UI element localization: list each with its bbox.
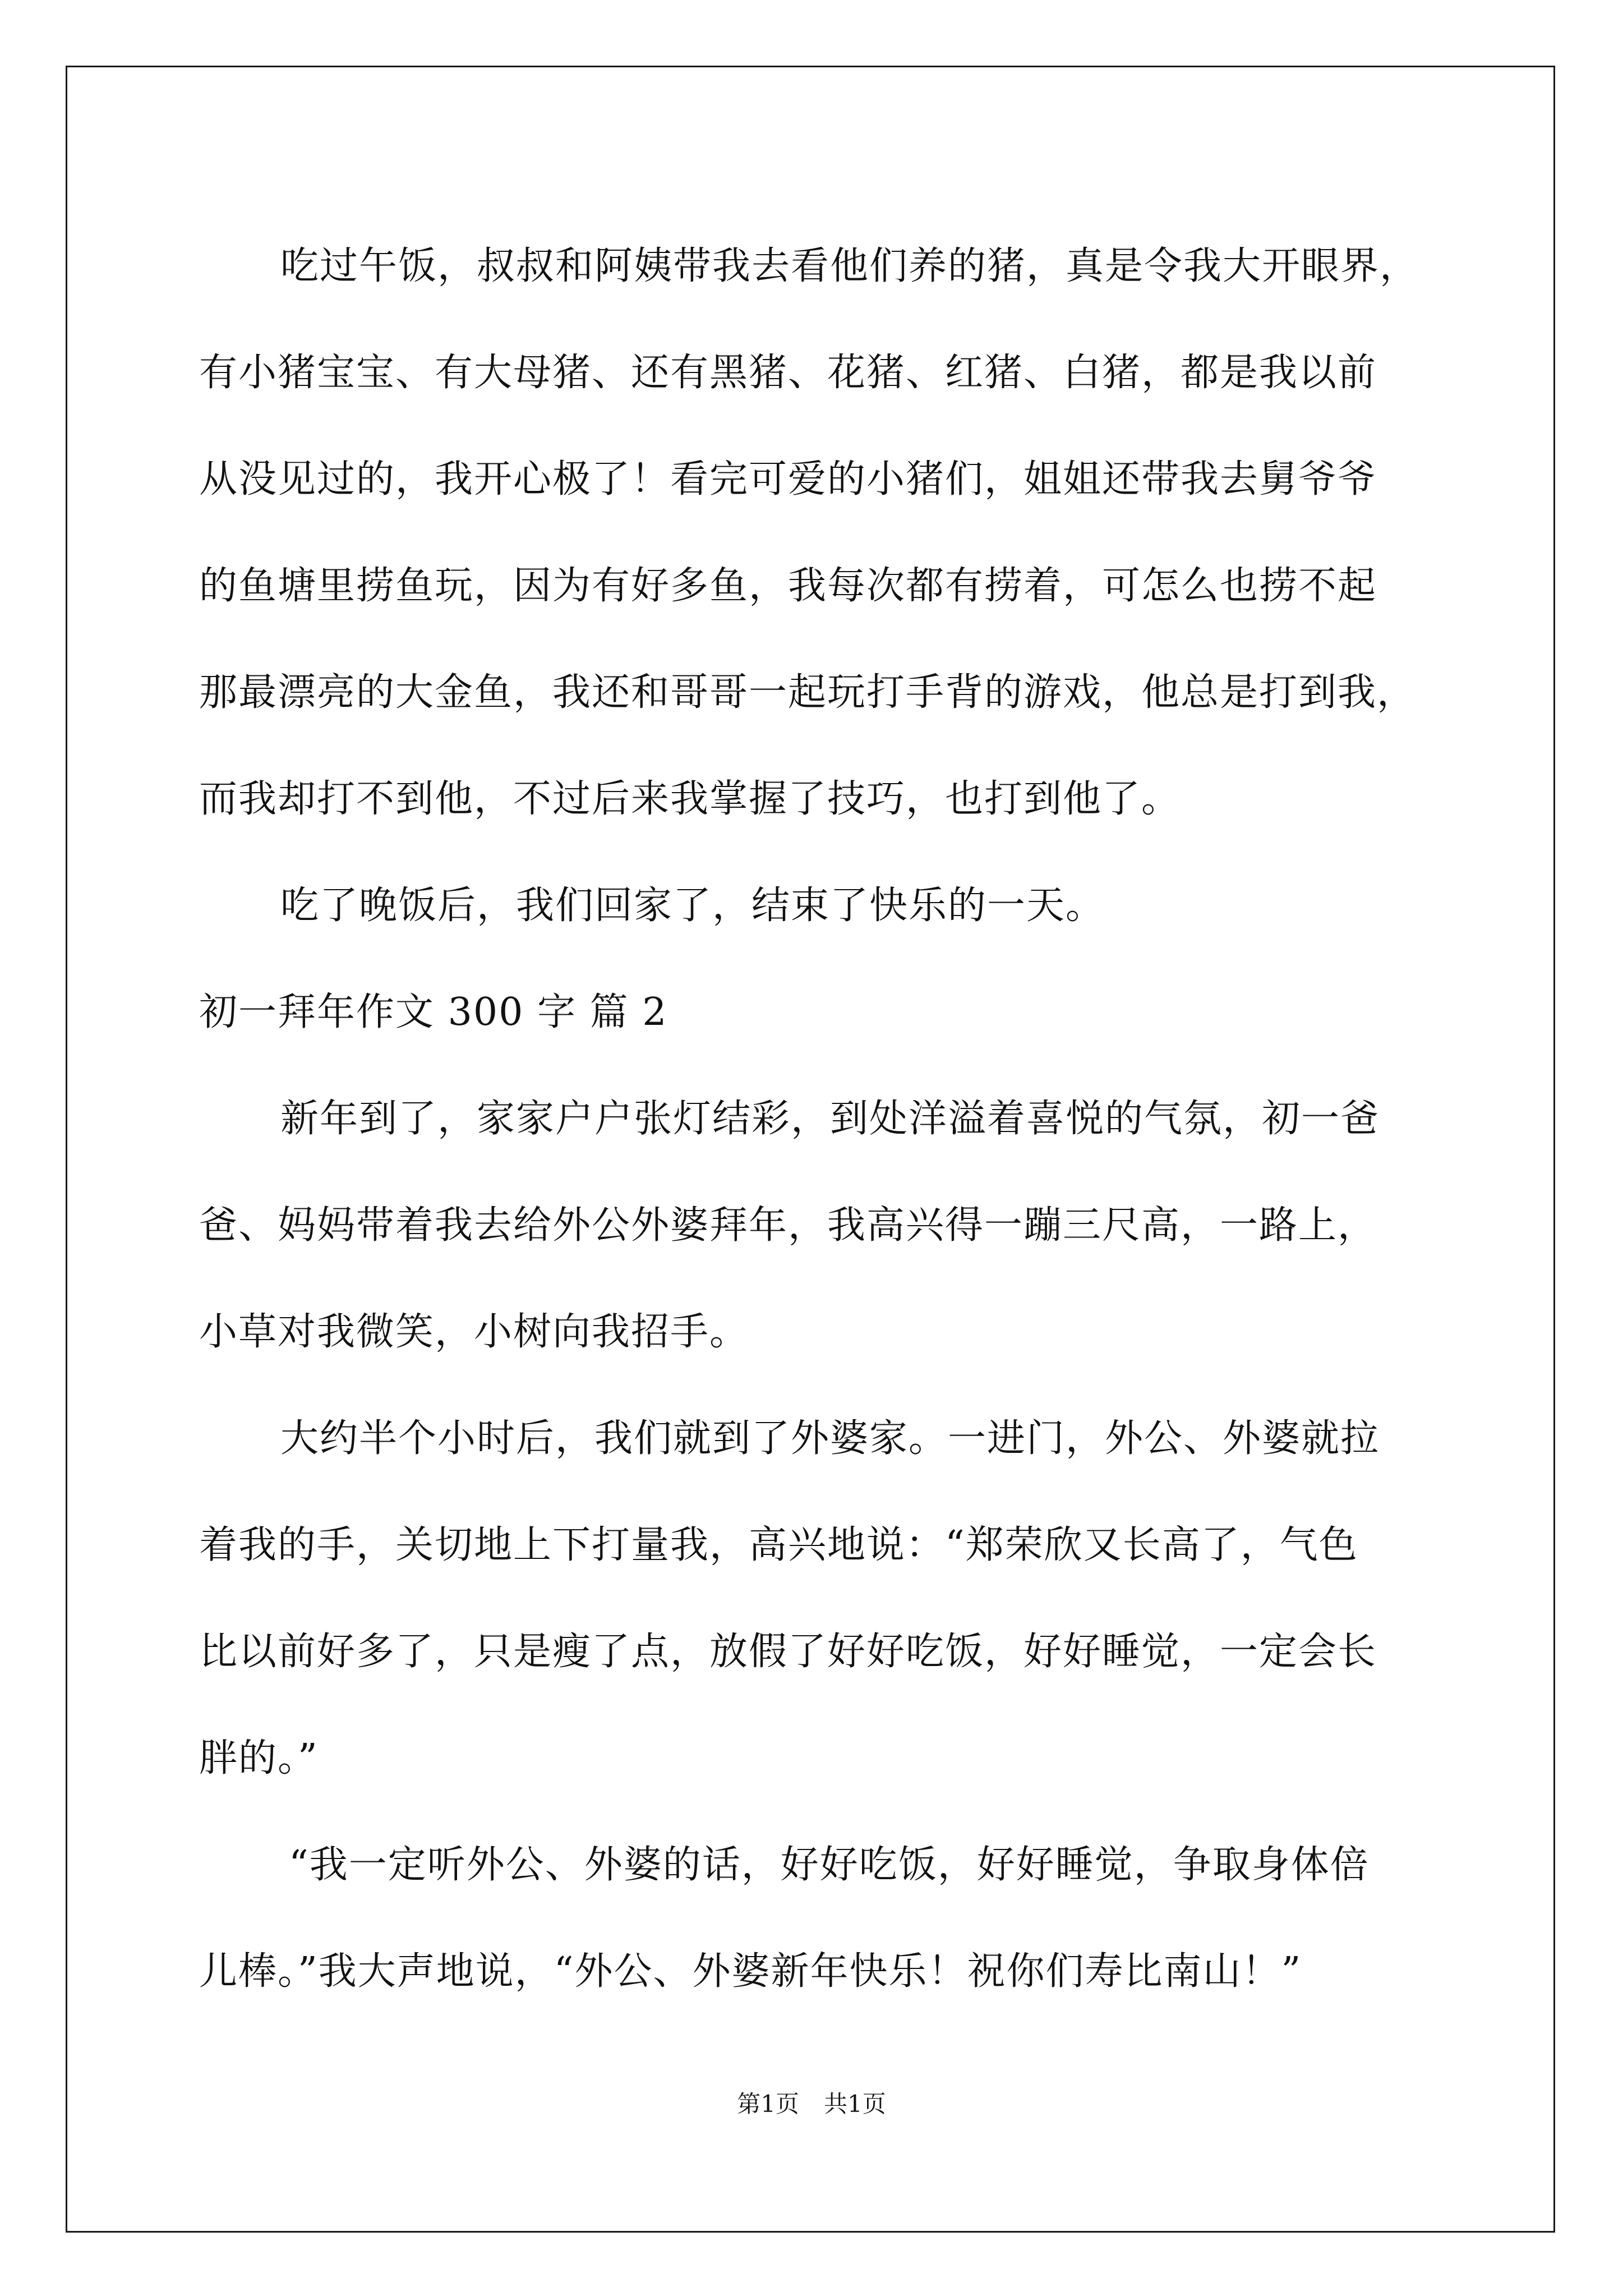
page-number: 第1页	[737, 2090, 799, 2118]
paragraph-line: 着我的手，关切地上下打量我，高兴地说：“郑荣欣又长高了，气色	[199, 1523, 1358, 1567]
paragraph-line: 吃过午饭，叔叔和阿姨带我去看他们养的猪，真是令我大开眼界，	[280, 244, 1419, 288]
paragraph-line: 的鱼塘里捞鱼玩，因为有好多鱼，我每次都有捞着，可怎么也捞不起	[199, 564, 1377, 608]
page-footer	[0, 2086, 1623, 2119]
paragraph-line: 大约半个小时后，我们就到了外婆家。一进门，外公、外婆就拉	[280, 1416, 1380, 1461]
section-heading: 初一拜年作文 300 字 篇 2	[199, 990, 668, 1034]
paragraph-line: 有小猪宝宝、有大母猪、还有黑猪、花猪、红猪、白猪，都是我以前	[199, 351, 1377, 395]
paragraph-line: 儿棒。”我大声地说，“外公、外婆新年快乐！祝你们寿比南山！”	[199, 1949, 1302, 1994]
document-body	[199, 213, 1433, 2025]
paragraph-line: 小草对我微笑，小树向我招手。	[199, 1310, 749, 1354]
paragraph-line: 从没见过的，我开心极了！看完可爱的小猪们，姐姐还带我去舅爷爷	[199, 457, 1377, 501]
paragraph-line: 那最漂亮的大金鱼，我还和哥哥一起玩打手背的游戏，他总是打到我，	[199, 670, 1417, 715]
total-pages: 共1页	[824, 2090, 886, 2118]
paragraph-line: 新年到了，家家户户张灯结彩，到处洋溢着喜悦的气氛，初一爸	[280, 1097, 1380, 1141]
paragraph-line: “我一定听外公、外婆的话，好好吃饭，好好睡觉，争取身体倍	[289, 1843, 1370, 1887]
paragraph-line: 而我却打不到他，不过后来我掌握了技巧，也打到他了。	[199, 777, 1181, 821]
paragraph-line: 胖的。”	[199, 1736, 319, 1780]
paragraph-line: 比以前好多了，只是瘦了点，放假了好好吃饭，好好睡觉，一定会长	[199, 1630, 1377, 1674]
paragraph-line: 吃了晚饭后，我们回家了，结束了快乐的一天。	[280, 884, 1105, 928]
paragraph-line: 爸、妈妈带着我去给外公外婆拜年，我高兴得一蹦三尺高，一路上，	[199, 1203, 1377, 1248]
